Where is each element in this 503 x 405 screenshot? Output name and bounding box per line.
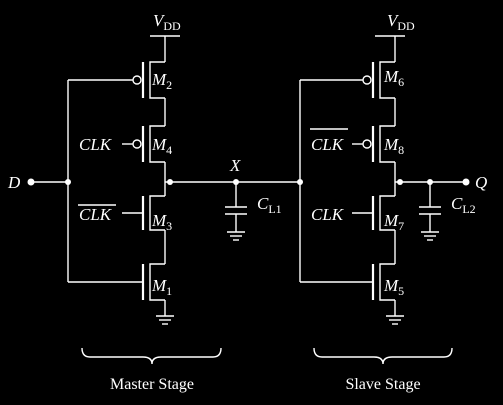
clk-label-m4: CLK <box>79 135 112 154</box>
cl1-label: $C_{L1}$ <box>257 194 282 216</box>
ground-icon <box>421 232 439 240</box>
node-x-label: X <box>230 156 241 175</box>
input-d-label: D <box>8 173 21 192</box>
m3-label: $M_3$ <box>152 211 173 233</box>
clk-label-m7: CLK <box>311 205 344 224</box>
cl2-label: $C_{L2}$ <box>451 194 476 216</box>
m8-label: $M_8$ <box>384 135 405 157</box>
master-stage <box>7 11 181 324</box>
transistor-m5 <box>300 264 404 300</box>
transistor-m4 <box>79 126 172 162</box>
clk-bar-label-m3: CLK <box>79 205 112 224</box>
master-stage-label: Master Stage <box>110 376 194 393</box>
master-stage-brace <box>82 348 221 364</box>
transistor-m8 <box>310 126 404 162</box>
transistor-m1 <box>68 264 172 300</box>
vdd-label-master: $V_{DD}$ <box>153 11 181 33</box>
transistor-m3 <box>78 196 172 233</box>
slave-stage-brace <box>314 348 452 364</box>
vdd-label-slave: $V_{DD}$ <box>387 11 415 33</box>
ground-icon <box>227 232 245 240</box>
ground-icon <box>156 316 174 324</box>
node-x <box>165 156 303 240</box>
transistor-m2 <box>133 62 172 98</box>
pmos-bubble <box>363 140 371 148</box>
m2-label: $M_2$ <box>152 70 173 92</box>
capacitor-cl2 <box>419 182 476 240</box>
ground-icon <box>386 316 404 324</box>
pmos-bubble <box>133 76 141 84</box>
output-q-label: Q <box>475 173 488 192</box>
output-terminal <box>463 179 470 186</box>
clk-bar-label-m8: CLK <box>311 135 344 154</box>
m4-label: $M_4$ <box>152 135 173 157</box>
pmos-bubble <box>363 76 371 84</box>
m7-label: $M_7$ <box>384 211 405 233</box>
capacitor-cl1 <box>225 182 282 240</box>
slave-stage <box>300 11 487 324</box>
m6-label: $M_6$ <box>384 67 405 89</box>
m1-label: $M_1$ <box>152 276 173 298</box>
transistor-m7 <box>311 196 404 233</box>
m5-label: $M_5$ <box>384 276 405 298</box>
pmos-bubble <box>133 140 141 148</box>
transistor-m6 <box>363 62 404 98</box>
slave-stage-label: Slave Stage <box>345 376 421 393</box>
